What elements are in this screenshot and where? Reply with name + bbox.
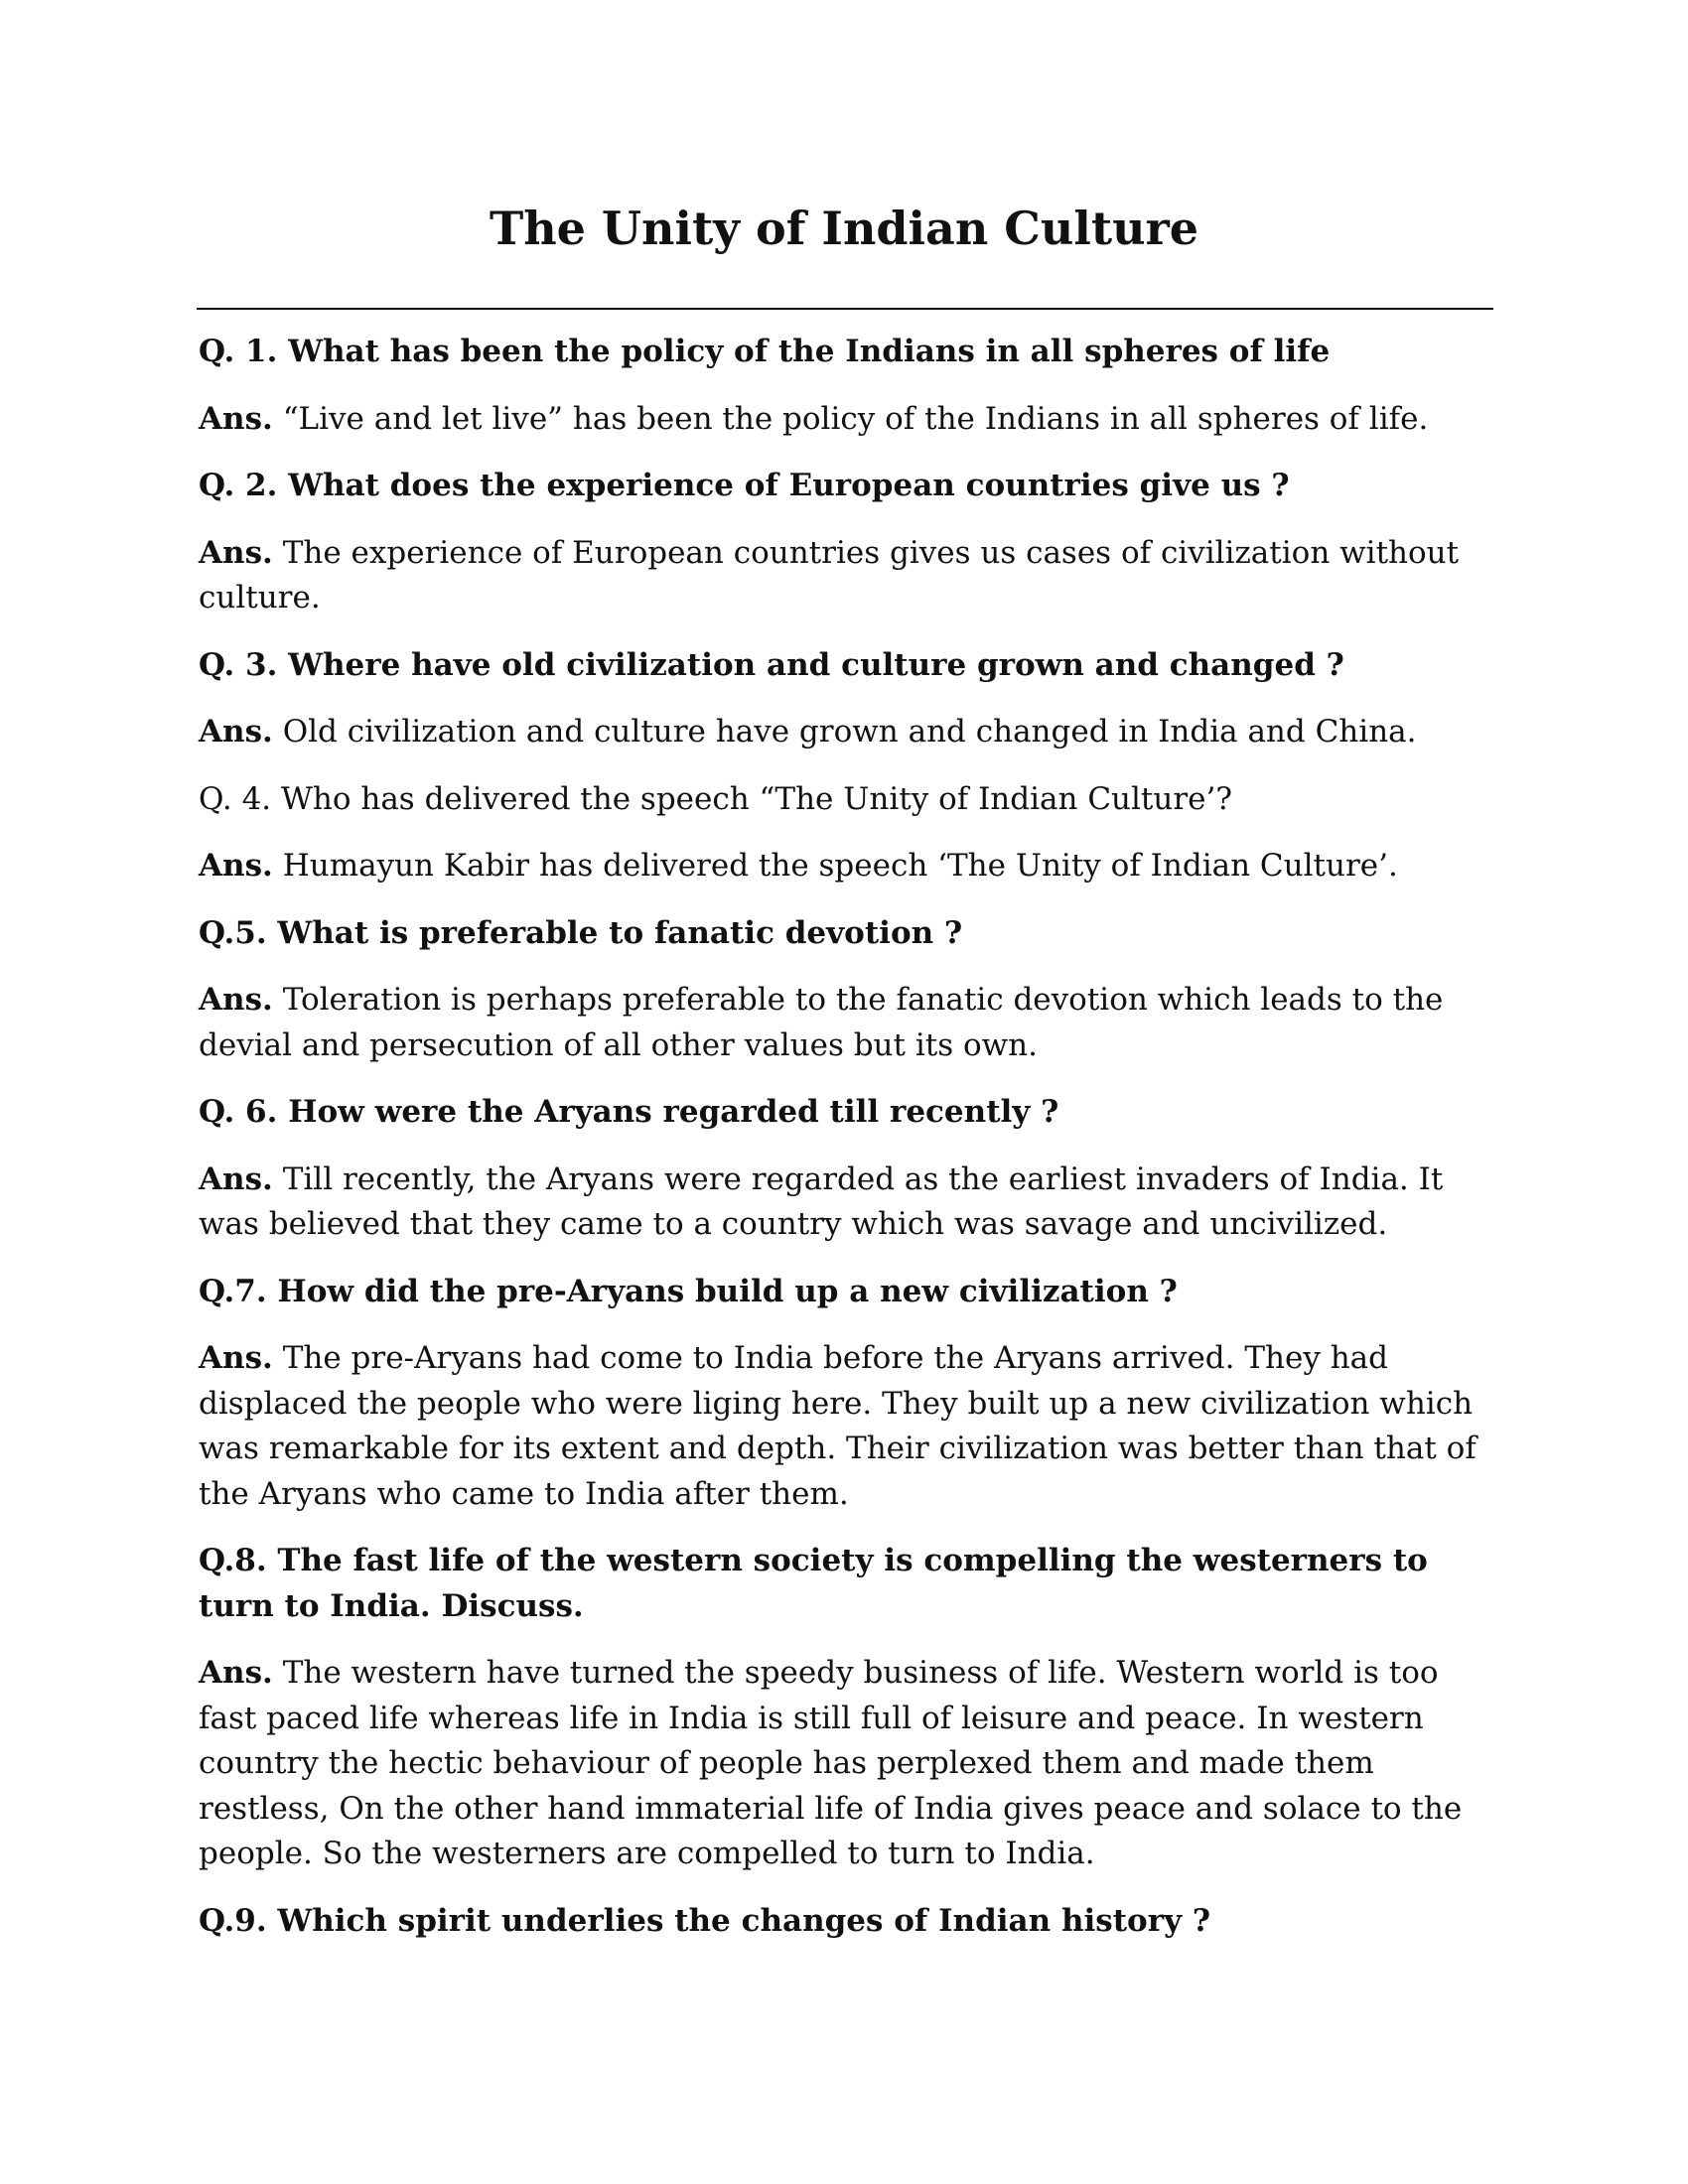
- question-1: Q. 1. What has been the policy of the Indians in all spheres of life: [199, 334, 1331, 369]
- question-9: Q.9. Which spirit underlies the changes of Indian history ?: [199, 1902, 1211, 1939]
- answer-label: Ans.: [199, 848, 273, 884]
- title-divider: [197, 308, 1493, 310]
- answer-2: [199, 531, 1489, 621]
- answer-3: [199, 710, 1489, 755]
- answer-5: [199, 978, 1489, 1068]
- answer-text: Till recently, the Aryans were regarded as the earliest invaders of India. It was believed that they came to a country which was savage and uncivilized.: [199, 1160, 1444, 1242]
- page-title: The Unity of Indian Culture: [489, 202, 1199, 255]
- answer-label: Ans.: [199, 714, 273, 750]
- answer-text: The experience of European countries gives us cases of civilization without culture.: [199, 534, 1460, 615]
- answer-label: Ans.: [199, 400, 273, 437]
- answer-label: Ans.: [199, 1655, 273, 1691]
- answer-label: Ans.: [199, 982, 273, 1018]
- answer-6: [199, 1158, 1489, 1248]
- question-2: Q. 2. What does the experience of European countries give us ?: [199, 468, 1290, 503]
- answer-label: Ans.: [199, 534, 273, 571]
- answer-text: The pre-Aryans had come to India before the Aryans arrived. They had displaced the people who were liging here. They built up a new civilization which was remarkable for its extent and depth. Their civilization was better than that of the Aryans who came to India after them.: [199, 1340, 1477, 1512]
- answer-text: Toleration is perhaps preferable to the fanatic devotion which leads to the devial and persecution of all other values but its own.: [199, 982, 1444, 1063]
- question-4: Q. 4. Who has delivered the speech “The Unity of Indian Culture’?: [199, 780, 1232, 817]
- answer-label: Ans.: [199, 1160, 273, 1197]
- answer-text: Humayun Kabir has delivered the speech ‘The Unity of Indian Culture’.: [272, 848, 1398, 884]
- question-3: Q. 3. Where have old civilization and culture grown and changed ?: [199, 646, 1344, 683]
- answer-text: The western have turned the speedy business of life. Western world is too fast paced life whereas life in India is still full of leisure and peace. In western country the hectic behaviour of people has perplexed them and made them restless, On the other hand immaterial life of India gives peace and solace to the people. So the westerners are compelled to turn to India.: [199, 1655, 1463, 1871]
- answer-8: [199, 1651, 1489, 1877]
- qa-list: [199, 330, 1489, 1966]
- answer-label: Ans.: [199, 1340, 273, 1376]
- answer-1: [199, 397, 1489, 443]
- question-7: Q.7. How did the pre-Aryans build up a new civilization ?: [199, 1273, 1178, 1309]
- answer-7: [199, 1336, 1489, 1517]
- question-6: Q. 6. How were the Aryans regarded till recently ?: [199, 1094, 1059, 1130]
- answer-text: “Live and let live” has been the policy of the Indians in all spheres of life.: [272, 400, 1429, 437]
- answer-4: [199, 844, 1489, 889]
- question-8: Q.8. The fast life of the western society is compelling the westerners to turn to India. Discuss.: [199, 1543, 1428, 1624]
- question-5: Q.5. What is preferable to fanatic devotion ?: [199, 914, 963, 951]
- answer-text: Old civilization and culture have grown and changed in India and China.: [272, 714, 1417, 750]
